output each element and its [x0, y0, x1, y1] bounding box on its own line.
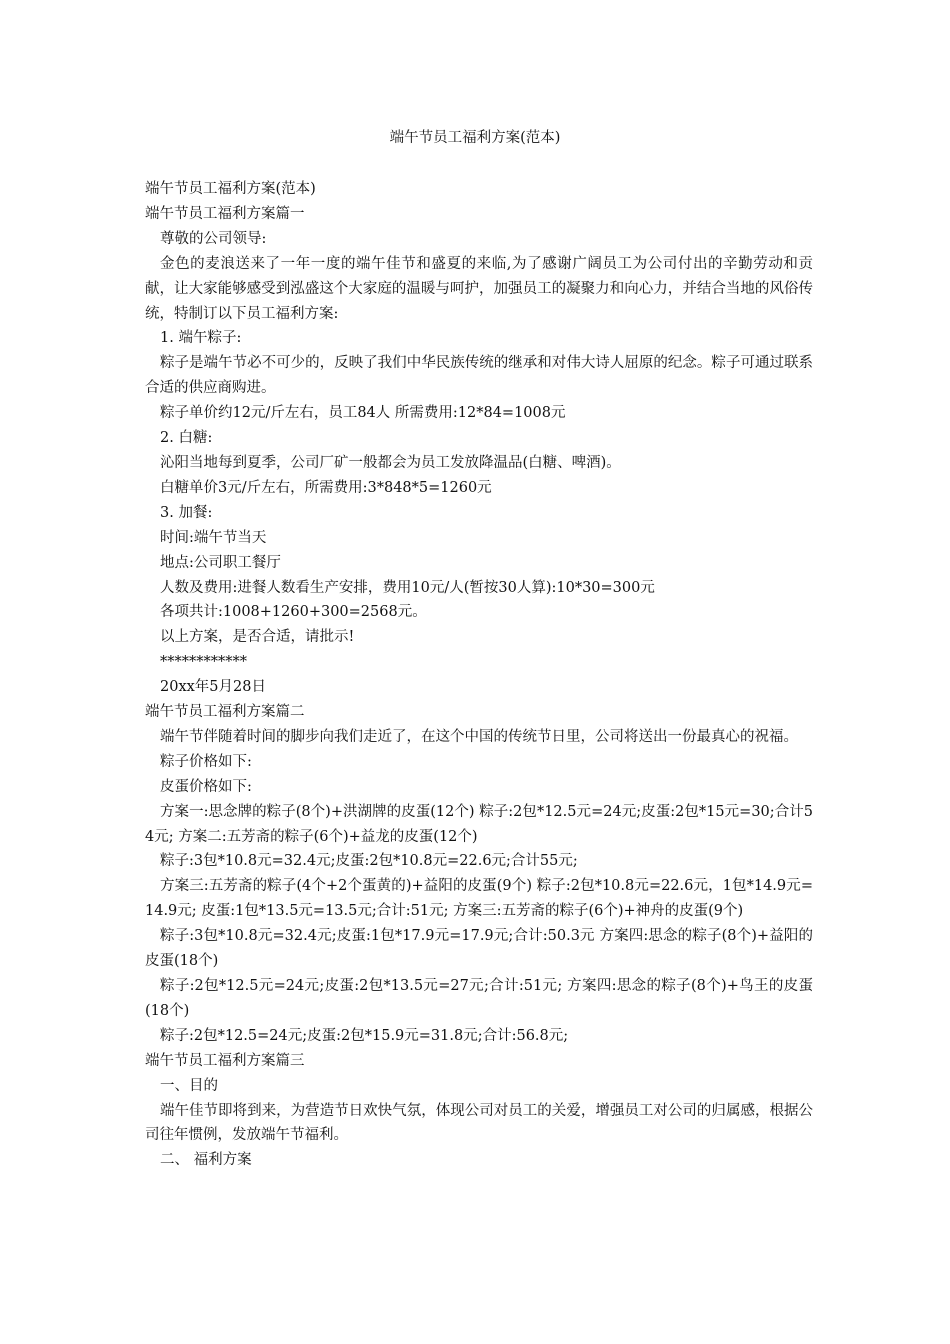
paragraph: 粽子:3包*10.8元=32.4元;皮蛋:1包*17.9元=17.9元;合计:50.3元 方案四:思念的粽子(8个)+益阳的皮蛋(18个) [145, 928, 813, 970]
paragraph: 以上方案，是否合适，请批示! [160, 629, 355, 646]
paragraph: 粽子单价约12元/斤左右，员工84人 所需费用:12*84=1008元 [160, 405, 566, 422]
list-item: 1. 端午粽子: [160, 330, 242, 347]
paragraph: 皮蛋价格如下: [160, 778, 252, 795]
paragraph: 金色的麦浪送来了一年一度的端午佳节和盛夏的来临,为了感谢广阔员工为公司付出的辛勤劳动和贡献，让大家能够感受到泓盛这个大家庭的温暖与呵护，加强员工的凝聚力和向心力，并结合当地的风俗传统，特制订以下员工福利方案: [145, 255, 813, 322]
paragraph: 沁阳当地每到夏季，公司厂矿一般都会为员工发放降温品(白糖、啤酒)。 [160, 454, 621, 471]
paragraph: 时间:端午节当天 [160, 529, 267, 546]
section-heading: 端午节员工福利方案篇三 [145, 1052, 305, 1069]
paragraph: 尊敬的公司领导: [160, 230, 267, 247]
paragraph: 端午佳节即将到来，为营造节日欢快气氛，体现公司对员工的关爱，增强员工对公司的归属感，根据公司往年惯例，发放端午节福利。 [145, 1102, 813, 1144]
paragraph: 地点:公司职工餐厅 [160, 554, 281, 571]
date: 20xx年5月28日 [160, 679, 266, 696]
signature: ************ [160, 654, 247, 671]
section-heading: 端午节员工福利方案篇一 [145, 205, 305, 222]
list-item: 2. 白糖: [160, 430, 213, 447]
page-title: 端午节员工福利方案(范本) [389, 130, 561, 146]
paragraph: 粽子价格如下: [160, 753, 252, 770]
paragraph: 粽子:3包*10.8元=32.4元;皮蛋:2包*10.8元=22.6元;合计55元; [160, 853, 578, 870]
paragraph: 各项共计:1008+1260+300=2568元。 [160, 604, 427, 621]
paragraph: 粽子:2包*12.5=24元;皮蛋:2包*15.9元=31.8元;合计:56.8元; [160, 1027, 569, 1044]
list-item: 二、 福利方案 [160, 1152, 252, 1169]
paragraph: 人数及费用:进餐人数看生产安排，费用10元/人(暂按30人算):10*30=300元 [160, 579, 655, 596]
paragraph: 粽子是端午节必不可少的，反映了我们中华民族传统的继承和对伟大诗人屈原的纪念。粽子可通过联系合适的供应商购进。 [145, 355, 813, 397]
document-body [145, 177, 813, 1173]
paragraph: 端午节员工福利方案(范本) [145, 181, 316, 197]
paragraph: 粽子:2包*12.5元=24元;皮蛋:2包*13.5元=27元;合计:51元; 方案四:思念的粽子(8个)+鸟王的皮蛋(18个) [145, 978, 813, 1019]
section-heading: 端午节员工福利方案篇二 [145, 704, 305, 721]
paragraph: 方案一:思念牌的粽子(8个)+洪湖牌的皮蛋(12个) 粽子:2包*12.5元=24元;皮蛋:2包*15元=30;合计54元; 方案二:五芳斋的粽子(6个)+益龙的皮蛋(12个) [145, 803, 813, 845]
list-item: 3. 加餐: [160, 504, 213, 521]
paragraph: 方案三:五芳斋的粽子(4个+2个蛋黄的)+益阳的皮蛋(9个) 粽子:2包*10.8元=22.6元，1包*14.9元=14.9元; 皮蛋:1包*13.5元=13.5元;合计:51元; 方案三:五芳斋的粽子(6个)+神舟的皮蛋(9个) [145, 878, 813, 920]
paragraph: 端午节伴随着时间的脚步向我们走近了，在这个中国的传统节日里，公司将送出一份最真心的祝福。 [160, 728, 798, 745]
list-item: 一、目的 [160, 1077, 218, 1094]
paragraph: 白糖单价3元/斤左右，所需费用:3*848*5=1260元 [160, 479, 492, 496]
